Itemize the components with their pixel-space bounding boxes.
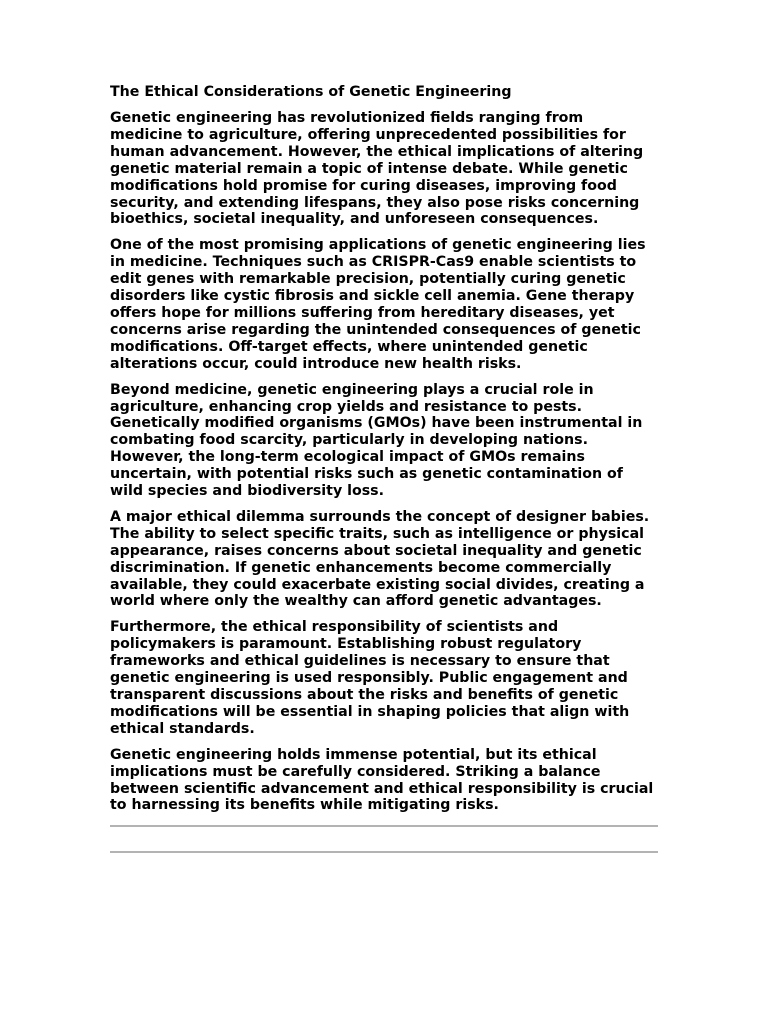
paragraph-line: discrimination. If genetic enhancements become commercially [110, 559, 612, 576]
paragraph-line: available, they could exacerbate existing social divides, creating a [110, 576, 645, 593]
paragraph-2 [110, 237, 658, 372]
paragraph-line: genetic material remain a topic of intense debate. While genetic [110, 160, 628, 177]
paragraph-line: medicine to agriculture, offering unprecedented possibilities for [110, 126, 626, 143]
paragraph-line: concerns arise regarding the unintended consequences of genetic [110, 321, 641, 338]
horizontal-rule-bottom [110, 851, 658, 853]
paragraph-line: A major ethical dilemma surrounds the concept of designer babies. [110, 508, 650, 525]
paragraph-line: edit genes with remarkable precision, potentially curing genetic [110, 271, 626, 288]
paragraph-line: security, and extending lifespans, they also pose risks concerning [110, 194, 640, 211]
paragraph-line: transparent discussions about the risks and benefits of genetic [110, 687, 619, 703]
paragraph-line: bioethics, societal inequality, and unforeseen consequences. [110, 211, 599, 228]
paragraph-line: Genetically modified organisms (GMOs) have been instrumental in [110, 415, 643, 432]
paragraph-line: alterations occur, could introduce new health risks. [110, 355, 522, 372]
paragraph-line: human advancement. However, the ethical implications of altering [110, 143, 644, 160]
paragraph-6 [110, 747, 658, 815]
horizontal-rule-top [110, 825, 658, 827]
paragraph-5 [110, 619, 658, 737]
paragraph-line: policymakers is paramount. Establishing robust regulatory [110, 636, 582, 653]
paragraph-line: wild species and biodiversity loss. [110, 483, 385, 500]
paragraph-line: appearance, raises concerns about societal inequality and genetic [110, 542, 642, 559]
paragraph-line: disorders like cystic fibrosis and sickle cell anemia. Gene therapy [110, 288, 635, 305]
paragraph-line: One of the most promising applications of genetic engineering lies [110, 237, 646, 254]
paragraph-line: Furthermore, the ethical responsibility of scientists and [110, 619, 559, 636]
paragraph-line: modifications. Off-target effects, where unintended genetic [110, 338, 588, 355]
paragraph-line: genetic engineering is used responsibly. Public engagement and [110, 670, 628, 687]
paragraph-line: offers hope for millions suffering from hereditary diseases, yet [110, 304, 615, 321]
paragraph-line: to harnessing its benefits while mitigating risks. [110, 797, 499, 814]
paragraph-line: world where only the wealthy can afford genetic advantages. [110, 593, 602, 610]
paragraph-line: implications must be carefully considered. Striking a balance [110, 763, 601, 780]
paragraph-4 [110, 509, 658, 610]
paragraph-line: Beyond medicine, genetic engineering plays a crucial role in [110, 381, 594, 398]
paragraph-line: combating food scarcity, particularly in developing nations. [110, 432, 588, 449]
paragraph-line: between scientific advancement and ethical responsibility is crucial [110, 780, 654, 797]
paragraph-3 [110, 382, 658, 500]
document-page [110, 84, 658, 823]
paragraph-line: uncertain, with potential risks such as genetic contamination of [110, 466, 623, 483]
paragraph-line: agriculture, enhancing crop yields and resistance to pests. [110, 398, 583, 415]
paragraph-line: Genetic engineering holds immense potential, but its ethical [110, 746, 597, 763]
paragraph-line: modifications will be essential in shaping policies that align with [110, 703, 630, 720]
paragraph-line: However, the long-term ecological impact of GMOs remains [110, 449, 585, 466]
paragraph-line: ethical standards. [110, 720, 255, 737]
paragraph-1 [110, 110, 658, 228]
document-title: The Ethical Considerations of Genetic Engineering [110, 84, 512, 100]
paragraph-line: Genetic engineering has revolutionized fields ranging from [110, 110, 584, 126]
paragraph-line: The ability to select specific traits, such as intelligence or physical [110, 525, 645, 542]
paragraph-line: modifications hold promise for curing diseases, improving food [110, 177, 617, 194]
paragraph-line: in medicine. Techniques such as CRISPR-Cas9 enable scientists to [110, 254, 637, 271]
paragraph-line: frameworks and ethical guidelines is necessary to ensure that [110, 653, 610, 670]
